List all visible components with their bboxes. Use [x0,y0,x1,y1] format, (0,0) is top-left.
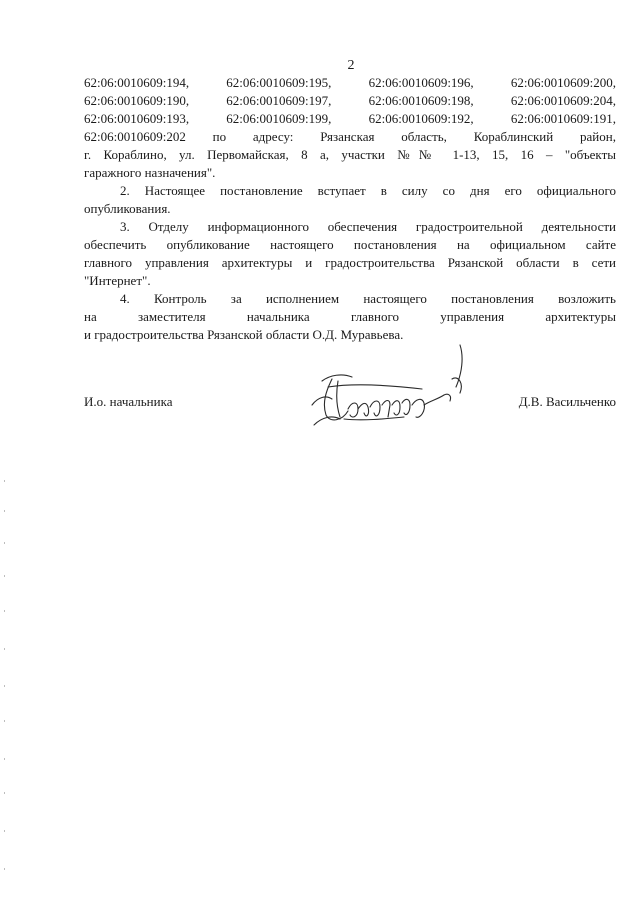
address-word: Кораблинский [473,129,554,144]
paragraph-2-line: опубликования. [84,201,171,216]
cadastral-number: 62:06:0010609:192, [368,111,474,126]
cadastral-line [84,92,616,110]
cadastral-number: 62:06:0010609:204, [510,93,616,108]
address-word: район, [580,129,616,144]
cadastral-line [84,110,616,128]
paragraph-3-line: "Интернет". [84,273,151,288]
cadastral-line [84,74,616,92]
paragraph-4-word: главного [350,309,399,324]
paragraph-4-word: на [84,309,97,324]
paragraph-3-line: 3. Отделу информационного обеспечения градостроительной деятельности [120,219,616,234]
cadastral-number: 62:06:0010609:190, [84,93,190,108]
signatory-name: Д.В. Васильченко [518,394,616,409]
address-line [84,128,616,146]
cadastral-number: 62:06:0010609:195, [226,75,332,90]
scan-edge-artifact [4,480,6,900]
paragraph-4-line [84,308,616,326]
paragraph-4-word: заместителя [138,309,206,324]
address-word: область, [401,129,447,144]
cadastral-number: 62:06:0010609:200, [510,75,616,90]
paragraph-4-word: управления [440,309,505,324]
page-number: 2 [347,58,355,73]
cadastral-number: 62:06:0010609:191, [510,111,616,126]
cadastral-number: 62:06:0010609:193, [84,111,190,126]
address-word: Рязанская [320,129,375,144]
document-body [84,74,616,344]
paragraph-2-line: 2. Настоящее постановление вступает в силу со дня его официального [120,183,616,198]
address-line: г. Кораблино, ул. Первомайская, 8 а, участки №№ 1-13, 15, 16 – "объекты [84,147,616,162]
address-line: гаражного назначения". [84,165,216,180]
cadastral-number: 62:06:0010609:199, [226,111,332,126]
address-word: адресу: [252,129,294,144]
signatory-title: И.о. начальника [84,394,173,409]
paragraph-3-line: главного управления архитектуры и градостроительства Рязанской области в сети [84,255,616,270]
paragraph-4-word: архитектуры [545,309,616,324]
cadastral-number: 62:06:0010609:194, [84,75,190,90]
cadastral-number: 62:06:0010609:196, [368,75,474,90]
handwritten-signature [292,335,472,435]
paragraph-4-line: и градостроительства Рязанской области О.Д. Муравьева. [84,327,404,342]
paragraph-4-word: начальника [246,309,310,324]
paragraph-4-line: 4. Контроль за исполнением настоящего постановления возложить [120,291,616,306]
paragraph-3-line: обеспечить опубликование настоящего постановления на официальном сайте [84,237,616,252]
address-word: по [212,129,227,144]
address-word: 62:06:0010609:202 [84,129,186,144]
cadastral-number: 62:06:0010609:198, [368,93,474,108]
cadastral-number: 62:06:0010609:197, [226,93,332,108]
